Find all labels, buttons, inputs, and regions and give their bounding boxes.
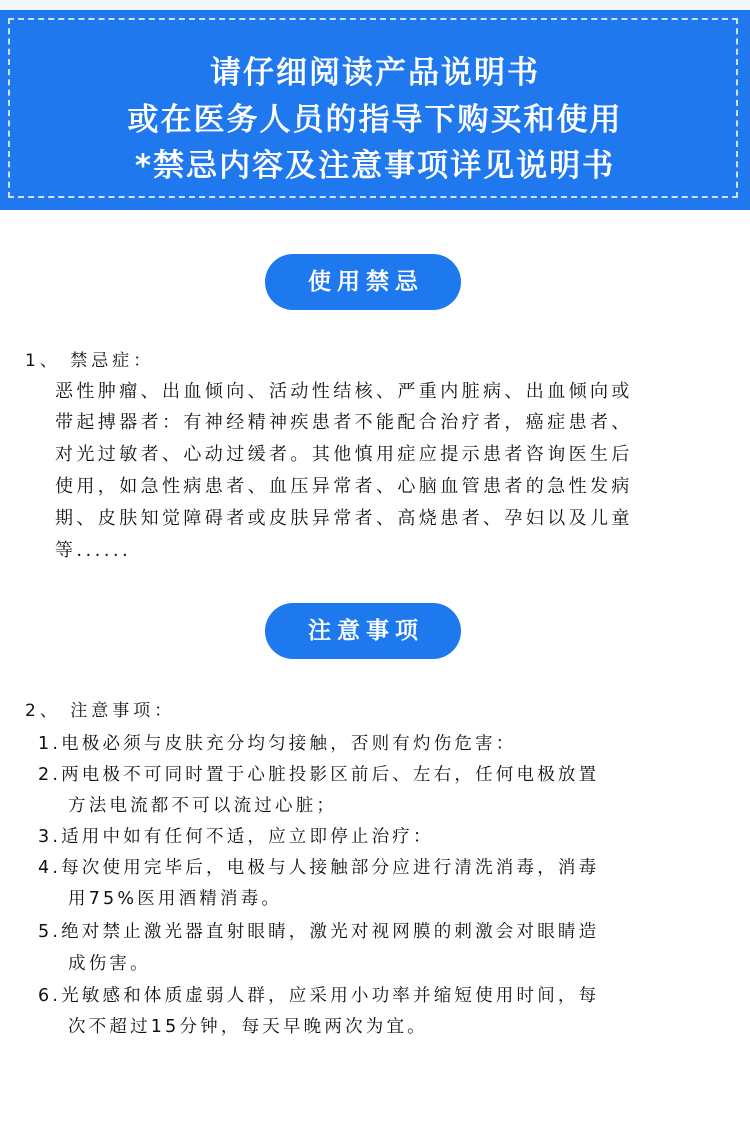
banner-line-2: 或在医务人员的指导下购买和使用 xyxy=(127,102,623,138)
contraindications-line: 使用，如急性病患者、血压异常者、心脑血管患者的急性发病 xyxy=(55,476,633,497)
contraindications-line: 带起搏器者：有神经精神疾患者不能配合治疗者，癌症患者、 xyxy=(55,412,633,433)
precaution-item-6-cont: 次不超过15分钟，每天早晚两次为宜。 xyxy=(68,1017,428,1037)
precaution-item-6: 6.光敏感和体质虚弱人群，应采用小功率并缩短使用时间，每 xyxy=(38,986,600,1006)
contraindications-line: 对光过敏者、心动过缓者。其他慎用症应提示患者咨询医生后 xyxy=(55,444,633,465)
precaution-item-2: 2.两电极不可同时置于心脏投影区前后、左右，任何电极放置 xyxy=(38,765,600,785)
precaution-item-2-cont: 方法电流都不可以流过心脏； xyxy=(68,796,338,816)
precaution-item-5-cont: 成伤害。 xyxy=(68,954,151,974)
precaution-item-4-cont: 用75%医用酒精消毒。 xyxy=(68,889,283,909)
contraindications-line: 期、皮肤知觉障碍者或皮肤异常者、高烧患者、孕妇以及儿童 xyxy=(55,508,633,529)
precautions-title-pill: 注意事项 xyxy=(265,603,461,659)
precaution-item-5: 5.绝对禁止激光器直射眼睛，激光对视网膜的刺激会对眼睛造 xyxy=(38,922,600,942)
contraindications-line: 恶性肿瘤、出血倾向、活动性结核、严重内脏病、出血倾向或 xyxy=(55,381,633,402)
precaution-item-1: 1.电极必须与皮肤充分均匀接触，否则有灼伤危害： xyxy=(38,734,517,754)
contraindications-line: 等...... xyxy=(55,540,132,561)
precaution-item-4: 4.每次使用完毕后，电极与人接触部分应进行清洗消毒，消毒 xyxy=(38,858,600,878)
banner-line-3: *禁忌内容及注意事项详见说明书 xyxy=(134,148,616,184)
notice-banner xyxy=(0,10,750,210)
precaution-item-3: 3.适用中如有任何不适，应立即停止治疗： xyxy=(38,827,434,847)
banner-line-1: 请仔细阅读产品说明书 xyxy=(210,55,540,91)
precautions-heading: 2、 注意事项： xyxy=(25,701,176,721)
contraindications-heading: 1、 禁忌症： xyxy=(25,351,155,371)
top-strip xyxy=(0,0,750,10)
contraindications-title-pill: 使用禁忌 xyxy=(265,254,461,310)
